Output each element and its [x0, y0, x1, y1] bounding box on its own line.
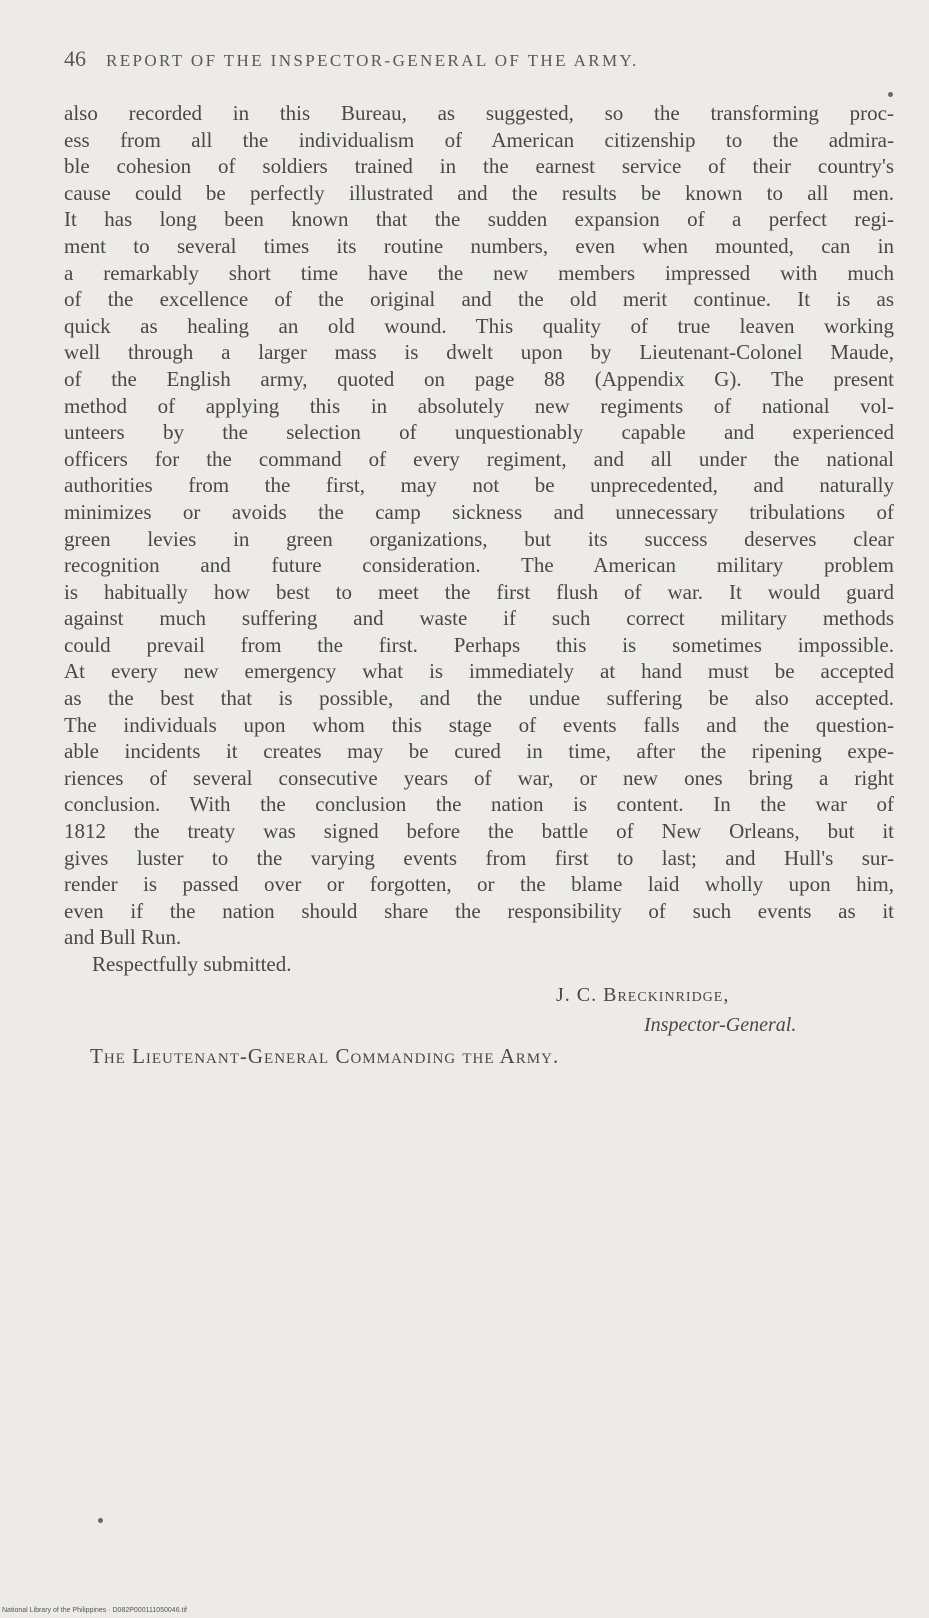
running-head-title: REPORT OF THE INSPECTOR-GENERAL OF THE ARMY. [106, 51, 639, 70]
body-line: against much suffering and waste if such correct military methods [64, 606, 894, 631]
body-line: a remarkably short time have the new members impressed with much [64, 260, 894, 285]
body-line: could prevail from the first. Perhaps this is sometimes impossible. [64, 632, 894, 657]
addressee-line: The Lieutenant-General Commanding the Army. [90, 1044, 560, 1068]
speck-mark [888, 92, 893, 97]
scan-credit: National Library of the Philippines · D082P000111050046.tif [2, 1607, 187, 1614]
body-line: also recorded in this Bureau, as suggested, so the transforming proc- [64, 101, 894, 125]
body-line: is habitually how best to meet the first flush of war. It would guard [64, 579, 894, 604]
body-line: The individuals upon whom this stage of events falls and the question- [64, 712, 894, 737]
body-line: It has long been known that the sudden expansion of a perfect regi- [64, 207, 894, 232]
body-line: as the best that is possible, and the undue suffering be also accepted. [64, 686, 894, 711]
signature-title: Inspector-General. [644, 1014, 797, 1036]
body-line: unteers by the selection of unquestionably capable and experienced [64, 420, 894, 445]
body-line: ble cohesion of soldiers trained in the earnest service of their country's [64, 154, 894, 179]
body-line: green levies in green organizations, but its success deserves clear [64, 526, 894, 551]
body-line: of the English army, quoted on page 88 (Appendix G). The present [64, 366, 894, 391]
body-line: and Bull Run. [64, 925, 182, 950]
body-line: authorities from the first, may not be unprecedented, and naturally [64, 473, 894, 498]
body-line: recognition and future consideration. The American military problem [64, 553, 894, 578]
body-line: method of applying this in absolutely new regiments of national vol- [64, 393, 894, 418]
body-line: even if the nation should share the responsibility of such events as it [64, 898, 894, 923]
body-line: of the excellence of the original and the old merit continue. It is as [64, 287, 894, 312]
page-number: 46 [64, 46, 86, 71]
body-line: able incidents it creates may be cured in time, after the ripening expe- [64, 739, 894, 764]
body-line: officers for the command of every regiment, and all under the national [64, 446, 894, 471]
body-paragraph [64, 100, 894, 951]
body-line: conclusion. With the conclusion the nation is content. In the war of [64, 792, 894, 817]
body-line: well through a larger mass is dwelt upon by Lieutenant-Colonel Maude, [64, 340, 894, 365]
body-line: minimizes or avoids the camp sickness and unnecessary tribulations of [64, 499, 894, 524]
body-line: At every new emergency what is immediately at hand must be accepted [64, 659, 894, 684]
body-line: ment to several times its routine numbers, even when mounted, can in [64, 233, 894, 258]
body-line: riences of several consecutive years of war, or new ones bring a right [64, 765, 894, 790]
body-line: ess from all the individualism of American citizenship to the admira- [64, 127, 894, 152]
signature-name: J. C. Breckinridge, [556, 984, 730, 1006]
running-head [64, 46, 884, 72]
body-line: render is passed over or forgotten, or the blame laid wholly upon him, [64, 872, 894, 897]
body-line: cause could be perfectly illustrated and the results be known to all men. [64, 180, 894, 205]
closing-line: Respectfully submitted. [92, 952, 292, 976]
body-line: 1812 the treaty was signed before the battle of New Orleans, but it [64, 819, 894, 844]
body-line: quick as healing an old wound. This quality of true leaven working [64, 313, 894, 338]
body-line: gives luster to the varying events from first to last; and Hull's sur- [64, 845, 894, 870]
speck-mark [98, 1518, 103, 1523]
